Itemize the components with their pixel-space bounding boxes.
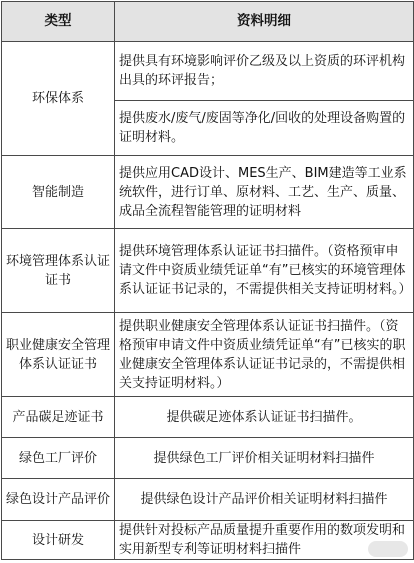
row-detail: 提供针对投标产品质量提升重要作用的数项发明和实用新型专利等证明材料扫描件 — [115, 521, 414, 560]
row-detail: 提供碳足迹体系认证证书扫描件。 — [115, 397, 414, 438]
table-row — [2, 397, 414, 438]
row-type-label: 环境管理体系认证证书 — [2, 229, 115, 313]
table-header-row — [2, 2, 414, 42]
header-type: 类型 — [2, 2, 115, 42]
table-row — [2, 229, 414, 313]
table-row — [2, 156, 414, 229]
row-detail: 提供具有环境影响评价乙级及以上资质的环评机构出具的环评报告； — [115, 42, 414, 101]
row-type-label: 设计研发 — [2, 521, 115, 560]
table-row — [2, 521, 414, 560]
row-type-label: 环保体系 — [2, 42, 115, 156]
row-type-label: 产品碳足迹证书 — [2, 397, 115, 438]
table-row — [2, 438, 414, 479]
row-type-label: 绿色设计产品评价 — [2, 479, 115, 521]
row-type-label: 智能制造 — [2, 156, 115, 229]
row-detail: 提供职业健康安全管理体系认证证书扫描件。（资格预审申请文件中资质业绩凭证单“有”已核实的职业健康安全管理体系认证证书记录的，不需提供相关支持证明材料。） — [115, 313, 414, 397]
requirements-table — [1, 1, 414, 560]
row-detail: 提供应用CAD设计、MES生产、BIM建造等工业系统软件，进行订单、原材料、工艺、生产、质量、成品全流程智能管理的证明材料 — [115, 156, 414, 229]
table-row — [2, 313, 414, 397]
row-detail: 提供绿色工厂评价相关证明材料扫描件 — [115, 438, 414, 479]
row-detail: 提供环境管理体系认证证书扫描件。（资格预审申请文件中资质业绩凭证单“有”已核实的环境管理体系认证证书记录的，不需提供相关支持证明材料。） — [115, 229, 414, 313]
row-detail: 提供废水/废气/废固等净化/回收的处理设备购置的证明材料。 — [115, 101, 414, 156]
table-row — [2, 479, 414, 521]
header-detail: 资料明细 — [115, 2, 414, 42]
row-type-label: 职业健康安全管理体系认证证书 — [2, 313, 115, 397]
watermark-badge — [368, 541, 408, 557]
row-type-label: 绿色工厂评价 — [2, 438, 115, 479]
table-row — [2, 42, 414, 101]
row-detail: 提供绿色设计产品评价相关证明材料扫描件 — [115, 479, 414, 521]
